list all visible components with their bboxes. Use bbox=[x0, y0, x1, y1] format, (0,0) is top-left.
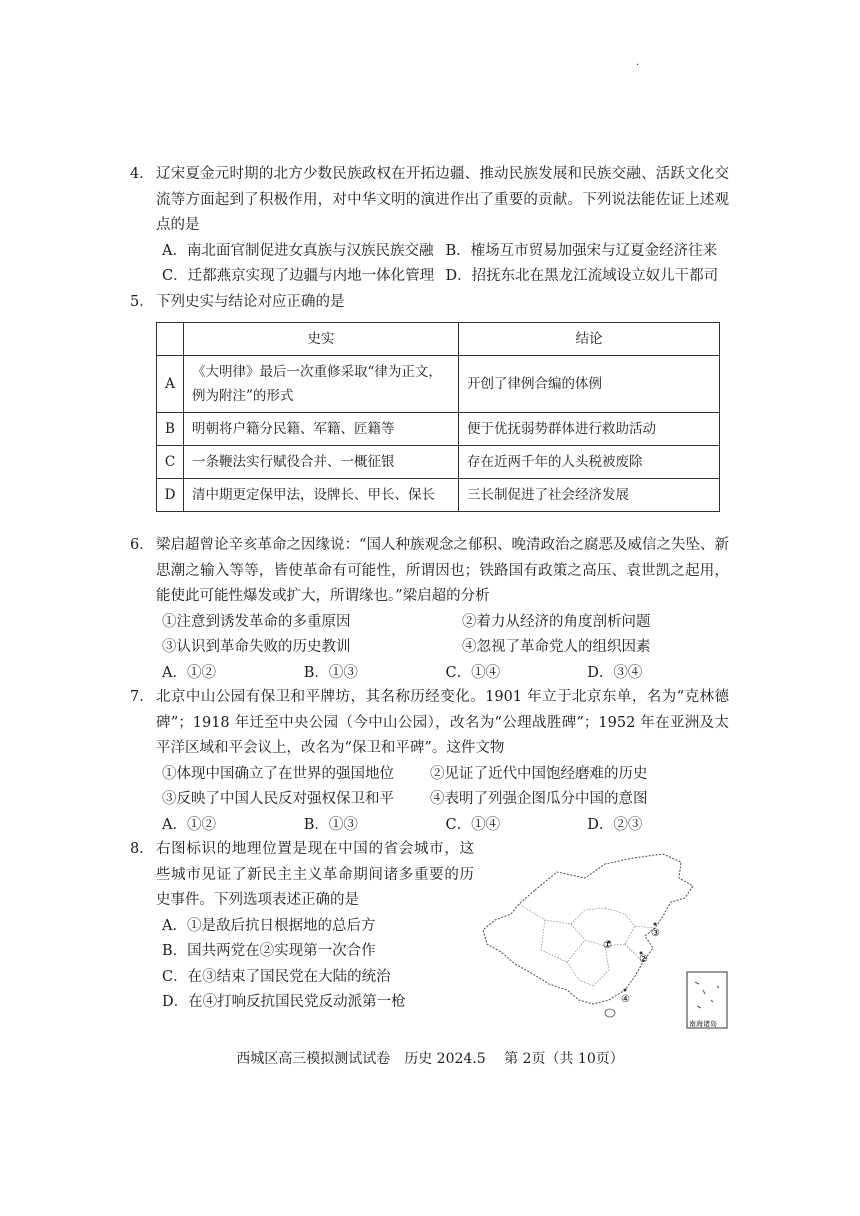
option-row bbox=[134, 990, 474, 1016]
option-b: B．①③ bbox=[303, 664, 358, 681]
statement-row bbox=[134, 635, 729, 661]
row-fact: 清中期更定保甲法，设牌长、甲长、保长 bbox=[184, 479, 459, 512]
question-number: 4． bbox=[130, 166, 154, 182]
option-d: D．③④ bbox=[587, 664, 643, 681]
header-fact: 史实 bbox=[184, 323, 459, 356]
option-c: C．①④ bbox=[445, 816, 501, 833]
header-conclusion: 结论 bbox=[459, 323, 720, 356]
question-stem: 右图标识的地理位置是现在中国的省会城市，这些城市见证了新民主主义革命期间诸多重要的历史事件。下列选项表述正确的是 bbox=[156, 841, 474, 908]
option-c: C．迁都燕京实现了边疆与内地一体化管理 bbox=[162, 268, 435, 284]
question-5-line bbox=[130, 290, 729, 316]
option-b: B．榷场互市贸易加强宋与辽夏金经济往来 bbox=[445, 242, 718, 259]
question-8 bbox=[130, 837, 474, 1016]
row-fact: 《大明律》最后一次重修采取“律为正文，例为附注”的形式 bbox=[184, 356, 459, 413]
map-marker-1: ① bbox=[603, 940, 612, 951]
china-outline bbox=[483, 854, 693, 1004]
statement-row bbox=[134, 610, 729, 636]
statement-4: ④表明了列强企图瓜分中国的意图 bbox=[430, 791, 648, 807]
row-conclusion: 存在近两千年的人头税被废除 bbox=[459, 446, 720, 479]
row-letter: A bbox=[157, 356, 184, 413]
option-d: D．②③ bbox=[587, 816, 643, 833]
province-borders bbox=[519, 904, 655, 986]
question-number: 6． bbox=[130, 537, 154, 553]
question-stem: 辽宋夏金元时期的北方少数民族政权在开拓边疆、推动民族发展和民族交融、活跃文化交流等方面起到了积极作用，对中华文明的演进作出了重要的贡献。下列说法能佐证上述观点的是 bbox=[156, 166, 729, 233]
options-row bbox=[134, 661, 729, 687]
question-stem: 下列史实与结论对应正确的是 bbox=[156, 293, 345, 310]
china-map-svg bbox=[475, 850, 733, 1038]
statement-2: ②见证了近代中国饱经磨难的历史 bbox=[430, 765, 648, 782]
map-marker-2: ② bbox=[639, 954, 648, 965]
statement-row bbox=[134, 762, 729, 788]
statement-4: ④忽视了革命党人的组织因素 bbox=[462, 639, 651, 655]
row-letter: B bbox=[157, 413, 184, 446]
row-conclusion: 开创了律例合编的体例 bbox=[459, 356, 720, 413]
option-c: C．①④ bbox=[445, 664, 501, 681]
page-footer: 西城区高三模拟测试试卷 历史 2024.5 第 2页（共 10页） bbox=[236, 1051, 624, 1067]
options-row bbox=[134, 239, 729, 265]
table-header-row bbox=[157, 323, 720, 356]
row-fact: 一条鞭法实行赋役合并、一概征银 bbox=[184, 446, 459, 479]
option-c: C．在③结束了国民党在大陆的统治 bbox=[162, 968, 391, 985]
option-d: D．在④打响反抗国民党反动派第一枪 bbox=[162, 994, 406, 1010]
question-6 bbox=[130, 533, 729, 686]
option-b: B．①③ bbox=[303, 816, 358, 833]
question-4 bbox=[130, 162, 729, 315]
row-letter: C bbox=[157, 446, 184, 479]
row-conclusion: 三长制促进了社会经济发展 bbox=[459, 479, 720, 512]
statement-1: ①体现中国确立了在世界的强国地位 bbox=[162, 765, 394, 782]
statement-1: ①注意到诱发革命的多重原因 bbox=[162, 613, 351, 630]
china-map bbox=[475, 850, 733, 1038]
marker-dot bbox=[654, 923, 657, 926]
options-row bbox=[134, 264, 729, 290]
table-row bbox=[157, 413, 720, 446]
map-marker-4: ④ bbox=[621, 994, 630, 1005]
statement-2: ②着力从经济的角度剖析问题 bbox=[462, 613, 651, 630]
option-b: B．国共两党在②实现第一次合作 bbox=[162, 943, 376, 959]
question-number: 8． bbox=[130, 841, 154, 857]
header-blank bbox=[157, 323, 184, 356]
question-stem: 梁启超曾论辛亥革命之因缘说：“国人种族观念之郁积、晚清政治之腐恶及威信之失坠、新思潮之输入等等，皆使革命有可能性，所谓因也；铁路国有政策之高压、袁世凯之起用，能使此可能性爆发或扩大，所谓缘也。”梁启超的分析 bbox=[156, 537, 729, 604]
question-number: 7． bbox=[130, 689, 154, 705]
question-stem: 北京中山公园有保卫和平牌坊，其名称历经变化。1901 年立于北京东单，名为“克林德碑”；1918 年迁至中央公园（今中山公园），改名为“公理战胜碑”；1952 年在亚洲及太平洋区域和平会议上，改名为“保卫和平碑”。这件文物 bbox=[156, 689, 729, 756]
question-7 bbox=[130, 685, 729, 838]
row-conclusion: 便于优抚弱势群体进行救助活动 bbox=[459, 413, 720, 446]
statement-3: ③反映了中国人民反对强权保卫和平 bbox=[162, 791, 394, 807]
option-a: A．南北面官制促进女真族与汉族民族交融 bbox=[162, 242, 434, 259]
inset-label: 南海诸岛 bbox=[689, 1020, 717, 1028]
marker-dot bbox=[624, 989, 627, 992]
statement-3: ③认识到革命失败的历史教训 bbox=[162, 639, 351, 655]
scan-dot: · bbox=[636, 60, 640, 71]
option-a: A．①② bbox=[162, 664, 216, 681]
row-fact: 明朝将户籍分民籍、军籍、匠籍等 bbox=[184, 413, 459, 446]
table-row bbox=[157, 479, 720, 512]
option-row bbox=[134, 914, 474, 940]
option-row bbox=[134, 965, 474, 991]
option-a: A．①② bbox=[162, 816, 216, 833]
table-row bbox=[157, 446, 720, 479]
hainan-island bbox=[605, 1009, 615, 1017]
options-row bbox=[134, 813, 729, 839]
row-letter: D bbox=[157, 479, 184, 512]
fact-conclusion-table bbox=[156, 322, 720, 512]
question-number: 5． bbox=[130, 293, 154, 310]
option-row bbox=[134, 939, 474, 965]
option-a: A．①是敌后抗日根据地的总后方 bbox=[162, 917, 376, 934]
option-d: D．招抚东北在黑龙江流域设立奴儿干都司 bbox=[445, 268, 719, 284]
map-marker-3: ③ bbox=[651, 928, 660, 939]
table-row bbox=[157, 356, 720, 413]
statement-row bbox=[134, 787, 729, 813]
